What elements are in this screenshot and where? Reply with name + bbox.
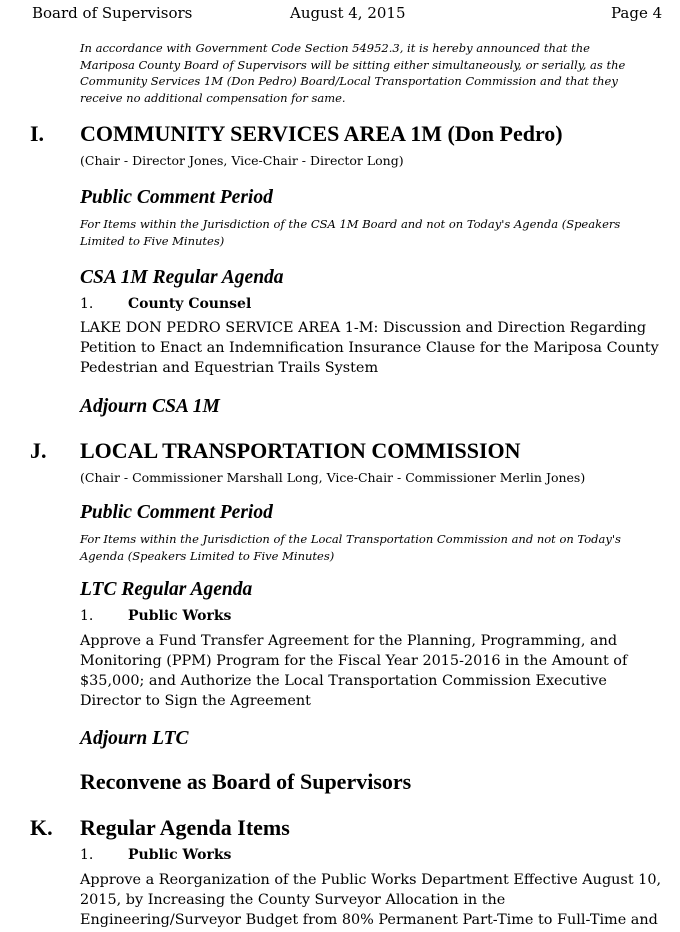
section-i-title: COMMUNITY SERVICES AREA 1M (Don Pedro) — [80, 121, 563, 146]
section-j-item-text: Approve a Fund Transfer Agreement for the Planning, Programming, and Monitoring (PPM) Program for the Fiscal Year 2015-2016 in the Amount of $35,000; and Authorize the Local Transportation Commission Executive Director to Sign the Agreement — [80, 633, 628, 709]
section-i-public-comment-heading: Public Comment Period — [80, 187, 273, 208]
section-i-item-number: 1. — [80, 296, 94, 312]
header-board-name: Board of Supervisors — [32, 4, 193, 22]
section-j-title: LOCAL TRANSPORTATION COMMISSION — [80, 438, 521, 463]
section-i-item-text: LAKE DON PEDRO SERVICE AREA 1-M: Discussion and Direction Regarding Petition to Enact an Indemnification Insurance Clause for the Mariposa County Pedestrian and Equestrian Trails System — [80, 320, 659, 376]
section-i-item-department: County Counsel — [128, 296, 252, 312]
section-j-agenda-heading: LTC Regular Agenda — [80, 579, 253, 600]
section-i-public-comment-note: For Items within the Jurisdiction of the CSA 1M Board and not on Today's Agenda (Speakers Limited to Five Minutes) — [80, 217, 621, 248]
section-j-adjourn: Adjourn LTC — [80, 728, 189, 749]
intro-announcement: In accordance with Government Code Section 54952.3, it is hereby announced that the Mariposa County Board of Supervisors will be sitting either simultaneously, or serially, as the Community Services 1M (Don Pedro) Board/Local Transportation Commission and that they receive no additional compensation for same. — [80, 41, 626, 105]
section-i-chairs: (Chair - Director Jones, Vice-Chair - Director Long) — [80, 153, 404, 168]
header-page-number: Page 4 — [611, 4, 663, 22]
section-j-item-department: Public Works — [128, 608, 232, 624]
section-k-item-department: Public Works — [128, 847, 232, 863]
section-j-public-comment-heading: Public Comment Period — [80, 502, 273, 523]
section-i-adjourn: Adjourn CSA 1M — [80, 396, 220, 417]
section-k-title: Regular Agenda Items — [80, 815, 290, 840]
section-k-letter: K. — [30, 815, 53, 840]
section-k-item-text: Approve a Reorganization of the Public Works Department Effective August 10, 2015, by Increasing the County Surveyor Allocation in the Engineering/Surveyor Budget from 80% Permanent Part-Time to Full-Time and — [80, 872, 662, 928]
header-date: August 4, 2015 — [290, 4, 406, 22]
section-j-item-number: 1. — [80, 608, 94, 624]
section-j-letter: J. — [30, 438, 47, 463]
section-i-agenda-heading: CSA 1M Regular Agenda — [80, 267, 284, 288]
section-i-letter: I. — [30, 121, 45, 146]
section-j-public-comment-note: For Items within the Jurisdiction of the Local Transportation Commission and not on Today's Agenda (Speakers Limited to Five Minutes) — [80, 532, 621, 563]
reconvene-heading: Reconvene as Board of Supervisors — [80, 769, 412, 794]
section-k-item-number: 1. — [80, 847, 94, 863]
section-j-chairs: (Chair - Commissioner Marshall Long, Vice-Chair - Commissioner Merlin Jones) — [80, 470, 586, 485]
